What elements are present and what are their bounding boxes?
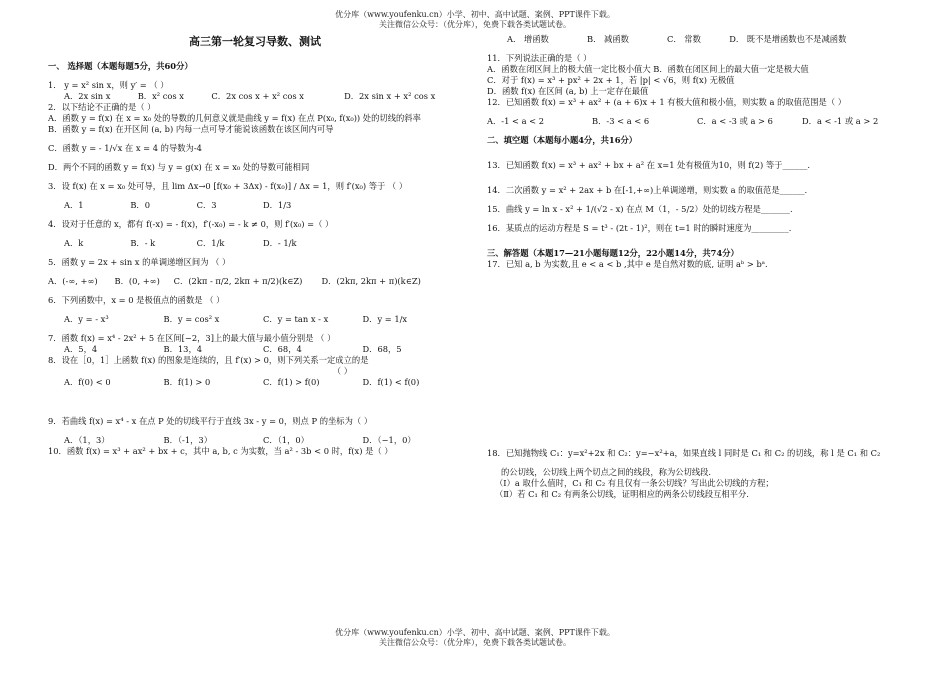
option-a: A．k	[64, 238, 84, 248]
question-4: 4．设对于任意的 x，都有 f(-x) = - f(x)，f′(-x₀) = - k ≠ 0，则 f′(x₀) =（ ）	[48, 219, 334, 229]
option-c: C．2x cos x + x² cos x	[211, 91, 304, 101]
question-2-option-a: A．函数 y = f(x) 在 x = x₀ 处的导数的几何意义就是曲线 y = f(x) 在点 P(x₀, f(x₀)) 处的切线的斜率	[48, 113, 421, 123]
page-footer	[0, 628, 950, 648]
question-15: 15．曲线 y = ln x - x² + 1/(√2 - x) 在点 M（1，- 5/2）处的切线方程是_______.	[487, 204, 793, 214]
option-c: C．（1，0）	[263, 435, 309, 445]
question-9: 9．若曲线 f(x) = x⁴ - x 在点 P 处的切线平行于直线 3x - y = 0，则点 P 的坐标为（ ）	[48, 416, 373, 426]
option-b: B．0	[130, 200, 151, 210]
question-8-answer-paren: （ ）	[332, 366, 352, 376]
option-d: D．f(1) < f(0)	[362, 377, 420, 387]
section-answer-heading: 三、解答题（本题17—21小题每题12分，22小题14分，共74分）	[487, 248, 739, 258]
question-18-line-2: 的公切线，公切线上两个切点之间的线段，称为公切线段.	[501, 467, 712, 477]
question-7: 7．函数 f(x) = x⁴ - 2x² + 5 在区间[−2，3]上的最大值与最小值分别是 （ ）	[48, 333, 336, 343]
question-18-part-1: （Ⅰ）a 取什么值时，C₁ 和 C₂ 有且仅有一条公切线？写出此公切线的方程；	[495, 478, 774, 488]
question-8-options	[48, 377, 462, 388]
question-1: 1． y = x² sin x，则 y′ = （ ）	[48, 80, 169, 90]
question-2-option-b: B．函数 y = f(x) 在开区间 (a, b) 内每一点可导才能说该函数在该区间内可导	[48, 124, 334, 134]
option-a: A．(-∞, +∞)	[48, 276, 98, 286]
option-d: D．1/3	[262, 200, 292, 210]
option-d: D．a < -1 或 a > 2	[802, 116, 879, 126]
footer-line-1: 优分库（www.youfenku.cn）小学、初中、高中试题、案例、PPT课件下载。	[335, 628, 615, 637]
option-a: A．f(0) < 0	[64, 377, 111, 387]
option-d: D．（−1，0）	[362, 435, 416, 445]
left-column	[48, 34, 462, 457]
option-d: D．y = 1/x	[362, 314, 408, 324]
section-fill-heading: 二、填空题（本题每小题4分，共16分）	[487, 135, 638, 145]
option-b: B． 减函数	[587, 34, 629, 44]
question-8: 8．设在［0，1］上函数 f(x) 的图象是连续的，且 f′(x) > 0，则下列关系一定成立的是	[48, 355, 369, 365]
option-b: B．(0, +∞)	[114, 276, 160, 286]
question-6: 6．下列函数中，x = 0 是极值点的函数是 （ ）	[48, 295, 225, 305]
option-b: B．（-1，3）	[163, 435, 212, 445]
option-c: C．68，4	[263, 344, 302, 354]
option-c: C．f(1) > f(0)	[263, 377, 320, 387]
option-c: C．3	[196, 200, 217, 210]
question-3-options	[48, 200, 462, 211]
question-14: 14．二次函数 y = x² + 2ax + b 在[-1,+∞)上单调递增，则实数 a 的取值范是______.	[487, 185, 808, 195]
option-d: D． 既不是增函数也不是减函数	[729, 34, 847, 44]
option-d: D．(2kπ, 2kπ + π)(k∈Z)	[321, 276, 421, 286]
question-4-options	[48, 238, 462, 249]
question-12-options	[487, 116, 907, 127]
option-a: A．2x sin x	[64, 91, 111, 101]
question-17: 17．已知 a, b 为实数,且 e < a < b ,其中 e 是自然对数的底, 证明 aᵇ > bᵃ.	[487, 259, 768, 269]
option-b: B．13，4	[163, 344, 203, 354]
option-a: A．-1 < a < 2	[487, 116, 545, 126]
option-d: D．- 1/k	[262, 238, 297, 248]
option-c: C．(2kπ - π/2, 2kπ + π/2)(k∈Z)	[173, 276, 303, 286]
header-line-1: 优分库（www.youfenku.cn）小学、初中、高中试题、案例、PPT课件下载。	[335, 10, 615, 19]
option-a: A．y = - x³	[64, 314, 109, 324]
page-header	[0, 10, 950, 30]
question-6-options	[48, 314, 462, 325]
option-d: D．2x sin x + x² cos x	[344, 91, 436, 101]
question-3: 3．设 f(x) 在 x = x₀ 处可导，且 lim Δx→0 [f(x₀ + 3Δx) - f(x₀)] / Δx = 1，则 f′(x₀) 等于 （ ）	[48, 181, 408, 191]
option-a: A．1	[64, 200, 84, 210]
option-c: C．a < -3 或 a > 6	[697, 116, 773, 126]
question-10-options	[487, 34, 907, 45]
question-1-options	[48, 91, 462, 102]
option-c: C．1/k	[196, 238, 225, 248]
question-13: 13．已知函数 f(x) = x³ + ax² + bx + a² 在 x=1 处有极值为10，则 f(2) 等于______.	[487, 160, 811, 170]
question-5-options	[48, 276, 462, 287]
right-column	[487, 34, 907, 500]
option-b: B．y = cos² x	[163, 314, 220, 324]
question-9-options	[48, 435, 462, 446]
question-18-part-2: （Ⅱ）若 C₁ 和 C₂ 有两条公切线，证明相应的两条公切线段互相平分.	[495, 489, 749, 499]
option-b: B．f(1) > 0	[163, 377, 211, 387]
question-11: 11．下列说法正确的是（ ）	[487, 53, 592, 63]
option-c: C． 常数	[667, 34, 701, 44]
header-line-2: 关注微信公众号：（优分库），免费下载各类试题试卷。	[379, 20, 571, 29]
document-title: 高三第一轮复习导数、测试	[189, 35, 321, 48]
question-11-option-c: C．对于 f(x) = x³ + px² + 2x + 1，若 |p| < √6，则 f(x) 无极值	[487, 75, 735, 85]
question-2-option-d: D．两个不同的函数 y = f(x) 与 y = g(x) 在 x = x₀ 处的导数可能相同	[48, 162, 310, 172]
option-d: D．68，5	[362, 344, 402, 354]
question-2-option-c: C．函数 y = - 1/√x 在 x = 4 的导数为-4	[48, 143, 202, 153]
option-a: A．5，4	[64, 344, 98, 354]
question-11-option-ab: A．函数在闭区间上的极大值一定比极小值大 B．函数在闭区间上的最大值一定是极大值	[487, 64, 809, 74]
option-a: A．（1，3）	[64, 435, 110, 445]
question-16: 16．某质点的运动方程是 S = t³ - (2t - 1)²，则在 t=1 时的瞬时速度为_________.	[487, 223, 792, 233]
option-b: B．- k	[130, 238, 156, 248]
footer-line-2: 关注微信公众号：（优分库），免费下载各类试题试卷。	[379, 638, 571, 647]
question-2: 2．以下结论不正确的是（ ）	[48, 102, 156, 112]
option-b: B．-3 < a < 6	[592, 116, 650, 126]
question-11-option-d: D．函数 f(x) 在区间 (a, b) 上一定存在最值	[487, 86, 649, 96]
question-7-options	[48, 344, 462, 355]
question-10: 10．函数 f(x) = x³ + ax² + bx + c，其中 a, b, c 为实数，当 a² - 3b < 0 时，f(x) 是（ ）	[48, 446, 393, 456]
question-12: 12．已知函数 f(x) = x³ + ax² + (a + 6)x + 1 有极大值和极小值，则实数 a 的取值范围是（ ）	[487, 97, 847, 107]
section-choice-heading: 一、 选择题（本题每题5分，共60分）	[48, 61, 193, 71]
question-5: 5．函数 y = 2x + sin x 的单调递增区间为 （ ）	[48, 257, 231, 267]
option-b: B．x² cos x	[137, 91, 184, 101]
option-c: C．y = tan x - x	[263, 314, 329, 324]
question-18-line-1: 18．已知抛物线 C₁：y=x²+2x 和 C₂：y=−x²+a，如果直线 l 同时是 C₁ 和 C₂ 的切线，称 l 是 C₁ 和 C₂	[487, 448, 881, 458]
option-a: A． 增函数	[507, 34, 549, 44]
